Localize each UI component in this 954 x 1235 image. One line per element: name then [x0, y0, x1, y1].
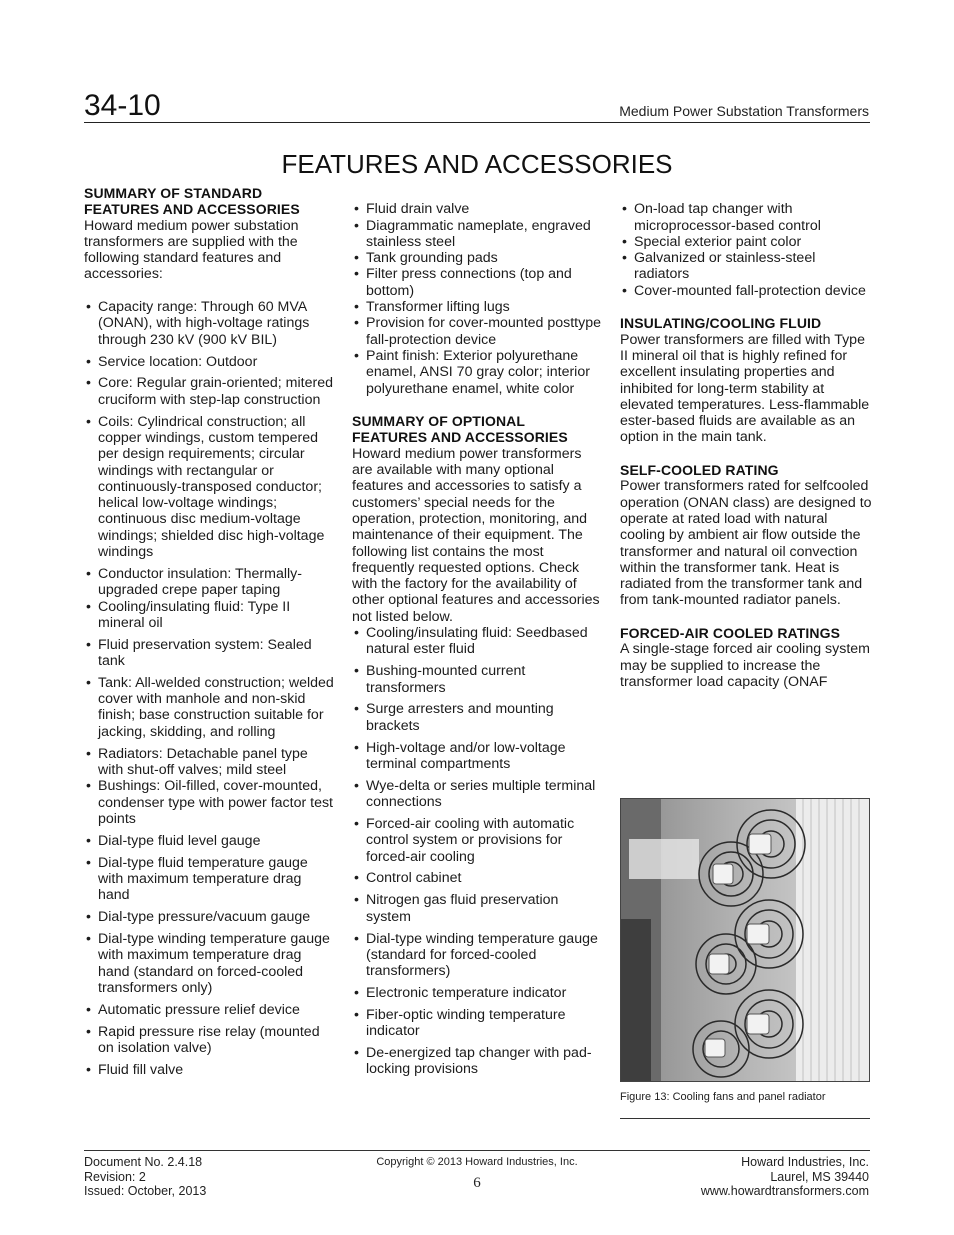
- page-number: 6: [473, 1174, 481, 1191]
- copyright: Copyright © 2013 Howard Industries, Inc.: [376, 1156, 578, 1168]
- list-item: • Capacity range: Through 60 MVA (ONAN), with high-voltage ratings through 230 kV (900 kV BIL): [84, 299, 336, 348]
- column-2: [352, 185, 604, 1083]
- forced-air-text: A single-stage forced air cooling system may be supplied to increase the transformer load capacity (ONAF: [620, 641, 870, 690]
- self-cooled-text: Power transformers rated for selfcooled operation (ONAN class) are designed to operate at rated load with natural cooling by ambient air flow outside the transformer and natural oil convection within the transformer tank. Heat is radiated from the transformer tank and from tank-mounted radiator panels.: [620, 478, 872, 609]
- cooling-fans-photo: [620, 798, 870, 1082]
- company-city: Laurel, MS 39440: [770, 1169, 869, 1184]
- section-number: 34-10: [84, 89, 161, 122]
- insulating-fluid-heading: INSULATING/COOLING FLUID: [620, 315, 822, 332]
- header-title: Medium Power Substation Transformers: [619, 103, 869, 119]
- company-name: Howard Industries, Inc.: [741, 1155, 869, 1169]
- list-item: • Electronic temperature indicator: [352, 985, 604, 1001]
- list-item: • Rapid pressure rise relay (mounted on isolation valve): [84, 1024, 336, 1057]
- list-item: • High-voltage and/or low-voltage terminal compartments: [352, 740, 604, 773]
- list-item: • Cooling/insulating fluid: Seedbased natural ester fluid: [352, 625, 604, 658]
- company-website: www.howardtransformers.com: [700, 1184, 869, 1198]
- standard-features-list-continued: [352, 201, 604, 397]
- list-item: • Forced-air cooling with automatic control system or provisions for forced-air cooling: [352, 816, 604, 865]
- list-item: • Cooling/insulating fluid: Type II mineral oil: [84, 599, 336, 632]
- insulating-fluid-text: Power transformers are filled with Type II mineral oil that is highly refined for excellent insulating properties and inhibited for long-term stability at elevated temperatures. Less-flammable ester-based fluids are available as an option in the main tank.: [620, 331, 870, 446]
- list-item: • Bushing-mounted current transformers: [352, 663, 604, 696]
- list-item: • Filter press connections (top and bottom): [352, 266, 604, 299]
- standard-intro: Howard medium power substation transformers are supplied with the following standard features and accessories:: [84, 217, 299, 283]
- list-item: • Core: Regular grain-oriented; mitered cruciform with step-lap construction: [84, 375, 336, 408]
- list-item: • Cover-mounted fall-protection device: [620, 283, 872, 299]
- self-cooled-heading: SELF-COOLED RATING: [620, 462, 779, 479]
- footer-company-info: [701, 1155, 869, 1199]
- list-item: • On-load tap changer with microprocessor-based control: [620, 201, 872, 234]
- list-item: • Surge arresters and mounting brackets: [352, 701, 604, 734]
- list-item: • Dial-type fluid level gauge: [84, 833, 336, 849]
- list-item: • Fluid fill valve: [84, 1062, 336, 1078]
- list-item: • Dial-type winding temperature gauge with maximum temperature drag hand (standard on forced-cooled transformers only): [84, 931, 336, 996]
- list-item: • Tank: All-welded construction; welded cover with manhole and non-skid finish; base construction suitable for jacking, skidding, and rolling: [84, 675, 336, 740]
- optional-features-list-continued: [620, 201, 872, 299]
- figure-divider: [620, 1118, 870, 1119]
- revision: Revision: 2: [84, 1169, 146, 1184]
- header-divider: [84, 122, 870, 123]
- optional-heading: SUMMARY OF OPTIONAL FEATURES AND ACCESSORIES: [352, 413, 568, 446]
- list-item: • Paint finish: Exterior polyurethane enamel, ANSI 70 gray color; interior polyurethane enamel, white color: [352, 348, 604, 397]
- page-title: FEATURES AND ACCESSORIES: [281, 149, 673, 179]
- standard-features-list: [84, 299, 336, 1078]
- list-item: • Tank grounding pads: [352, 250, 604, 266]
- list-item: • Dial-type winding temperature gauge (standard for forced-cooled transformers): [352, 931, 604, 980]
- list-item: • Conductor insulation: Thermally-upgraded crepe paper taping: [84, 566, 336, 599]
- list-item: • Radiators: Detachable panel type with shut-off valves; mild steel: [84, 746, 336, 779]
- cooling-fans-illustration: [621, 799, 869, 1081]
- list-item: • Fluid preservation system: Sealed tank: [84, 637, 336, 670]
- figure-caption: Figure 13: Cooling fans and panel radiator: [620, 1091, 826, 1103]
- optional-features-list: [352, 625, 604, 1078]
- list-item: • Nitrogen gas fluid preservation system: [352, 892, 604, 925]
- list-item: • Coils: Cylindrical construction; all copper windings, custom tempered per design requirements; circular windings with rectangular or continuously-transposed conductor; helical low-voltage windings; continuous disc medium-voltage windings; shielded disc high-voltage windings: [84, 414, 336, 561]
- list-item: • Diagrammatic nameplate, engraved stainless steel: [352, 218, 604, 251]
- standard-heading: SUMMARY OF STANDARD FEATURES AND ACCESSORIES: [84, 185, 300, 218]
- list-item: • Fluid drain valve: [352, 201, 604, 217]
- list-item: • Transformer lifting lugs: [352, 299, 604, 315]
- list-item: • Galvanized or stainless-steel radiators: [620, 250, 872, 283]
- list-item: • Dial-type pressure/vacuum gauge: [84, 909, 336, 925]
- document-number: Document No. 2.4.18: [84, 1155, 203, 1169]
- list-item: • Wye-delta or series multiple terminal connections: [352, 778, 604, 811]
- forced-air-heading: FORCED-AIR COOLED RATINGS: [620, 625, 841, 642]
- list-item: • De-energized tap changer with pad-locking provisions: [352, 1045, 604, 1078]
- list-item: • Special exterior paint color: [620, 234, 872, 250]
- footer-divider: [84, 1150, 870, 1151]
- column-3: [620, 185, 872, 690]
- list-item: • Bushings: Oil-filled, cover-mounted, condenser type with power factor test points: [84, 778, 336, 827]
- issued-date: Issued: October, 2013: [84, 1184, 207, 1198]
- optional-intro: Howard medium power transformers are available with many optional features and accessories to satisfy a customers’ special needs for the operation, protection, monitoring, and maintenance of their equipment. The following list contains the most frequently requested options. Check with the factory for the availability of other optional features and accessories not listed below.: [352, 445, 600, 625]
- list-item: • Fiber-optic winding temperature indicator: [352, 1007, 604, 1040]
- list-item: • Control cabinet: [352, 870, 604, 886]
- list-item: • Service location: Outdoor: [84, 354, 336, 370]
- list-item: • Automatic pressure relief device: [84, 1002, 336, 1018]
- column-1: [84, 185, 336, 1084]
- list-item: • Provision for cover-mounted posttype fall-protection device: [352, 315, 604, 348]
- list-item: • Dial-type fluid temperature gauge with maximum temperature drag hand: [84, 855, 336, 904]
